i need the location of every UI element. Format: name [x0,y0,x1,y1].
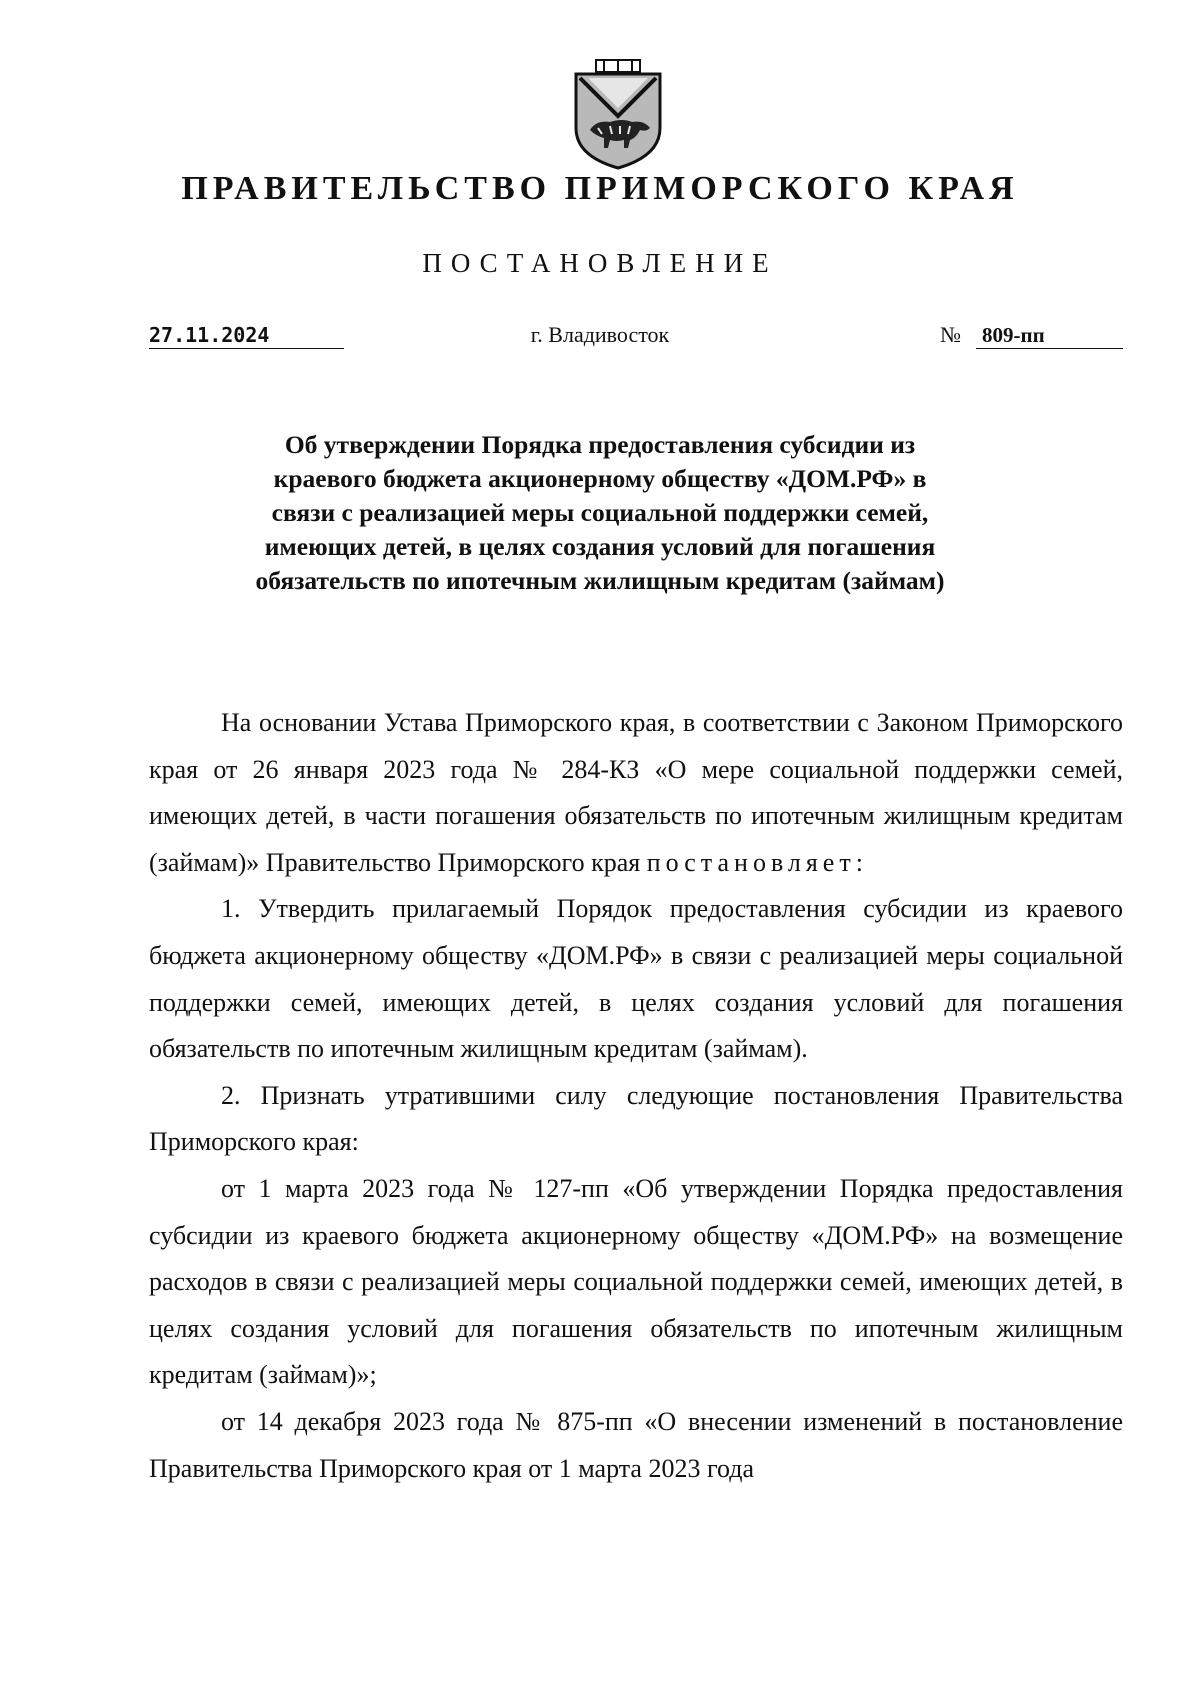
document-city: г. Владивосток [530,322,670,347]
document-date: 27.11.2024 [149,322,344,349]
coat-of-arms-icon [566,58,670,172]
preamble-text: На основании Устава Приморского края, в соответствии с Законом Приморского края от 26 января 2023 года № 284-КЗ «О мере социальной поддержки семей, имеющих детей, в части погашения обязательств по ипотечным жилищным кредитам (займам)» Правительство Приморского края [149,708,1123,877]
item-2a-paragraph: от 1 марта 2023 года № 127-пп «Об утверждении Порядка предоставления субсидии из краевого бюджета акционерному обществу «ДОМ.РФ» на возмещение расходов в связи с реализацией меры социальной поддержки семей, имеющих детей, в целях создания условий для погашения обязательств по ипотечным жилищным кредитам (займам)»; [149,1173,1123,1390]
document-number: 809-пп [976,322,1123,349]
resolves-word: постановляет: [646,847,868,877]
document-number-sign: № [940,322,961,347]
government-title: ПРАВИТЕЛЬСТВО ПРИМОРСКОГО КРАЯ [181,170,1019,207]
document-body [149,700,1123,1492]
item-2b-paragraph: от 14 декабря 2023 года № 875-пп «О внесении изменений в постановление Правительства Приморского края от 1 марта 2023 года [149,1406,1123,1483]
item-1-paragraph: 1. Утвердить прилагаемый Порядок предоставления субсидии из краевого бюджета акционерному обществу «ДОМ.РФ» в связи с реализацией меры социальной поддержки семей, имеющих детей, в целях создания условий для погашения обязательств по ипотечным жилищным кредитам (займам). [149,894,1123,1064]
document-heading: Об утверждении Порядка предоставления субсидии из краевого бюджета акционерному обществу «ДОМ.РФ» в связи с реализацией меры социальной поддержки семей, имеющих детей, в целях создания условий для погашения обязательств по ипотечным жилищным кредитам (займам) [255,430,945,595]
document-type: ПОСТАНОВЛЕНИЕ [422,248,778,278]
preamble-paragraph [149,700,1123,886]
item-2-paragraph: 2. Признать утратившими силу следующие постановления Правительства Приморского края: [149,1080,1123,1157]
